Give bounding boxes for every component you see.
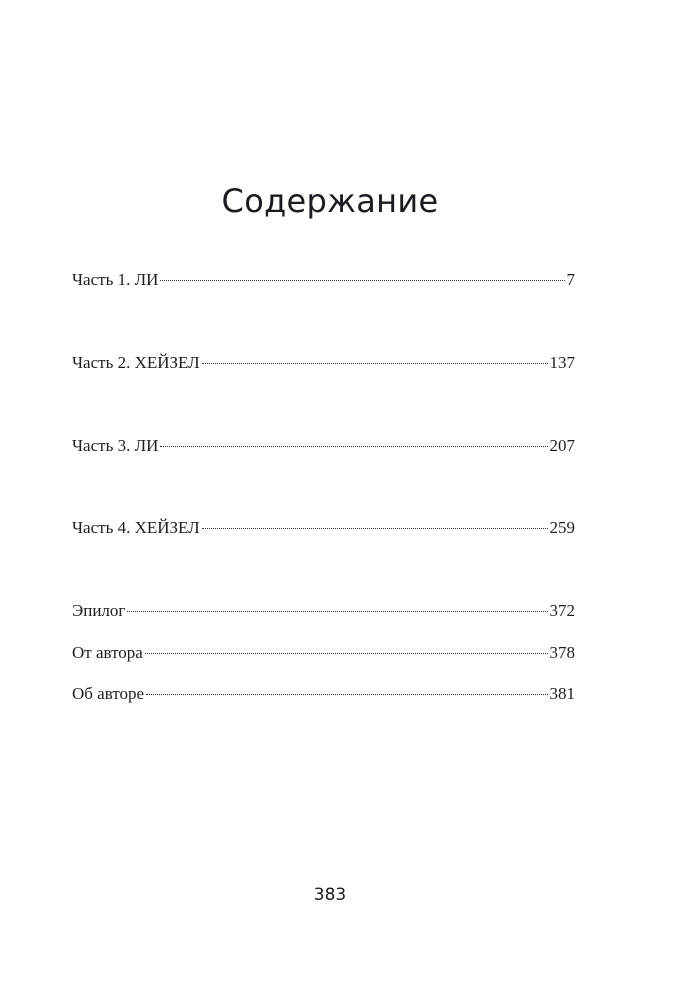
toc-entry-label: Об авторе bbox=[72, 684, 145, 703]
toc-entry-part-1[interactable] bbox=[72, 270, 575, 294]
toc-entry-page: 207 bbox=[549, 436, 575, 455]
toc-entry-page: 372 bbox=[549, 601, 575, 620]
toc-entry-label: Эпилог bbox=[72, 601, 126, 620]
dot-leader bbox=[146, 694, 547, 695]
toc-entry-from-author[interactable] bbox=[72, 643, 575, 667]
dot-leader bbox=[202, 528, 548, 529]
toc-entry-label: Часть 4. ХЕЙЗЕЛ bbox=[72, 518, 200, 537]
dot-leader bbox=[160, 280, 564, 281]
toc-entry-label: Часть 1. ЛИ bbox=[72, 270, 159, 289]
toc-entry-label: Часть 3. ЛИ bbox=[72, 436, 159, 455]
page-number: 383 bbox=[313, 885, 347, 905]
toc-entry-part-3[interactable] bbox=[72, 436, 575, 460]
toc-entry-page: 137 bbox=[549, 353, 575, 372]
toc-entry-page: 7 bbox=[566, 270, 575, 289]
toc-entry-epilogue[interactable] bbox=[72, 601, 575, 625]
toc-entry-part-2[interactable] bbox=[72, 353, 575, 377]
toc-entry-page: 378 bbox=[549, 643, 575, 662]
toc-entry-label: Часть 2. ХЕЙЗЕЛ bbox=[72, 353, 200, 372]
dot-leader bbox=[160, 446, 547, 447]
toc-entry-about-author[interactable] bbox=[72, 684, 575, 708]
toc-entry-page: 381 bbox=[549, 684, 575, 703]
dot-leader bbox=[127, 611, 547, 612]
page-title: Содержание bbox=[221, 182, 439, 220]
dot-leader bbox=[145, 653, 548, 654]
toc-entry-label: От автора bbox=[72, 643, 143, 662]
dot-leader bbox=[202, 363, 548, 364]
toc-entry-page: 259 bbox=[549, 518, 575, 537]
toc-entry-part-4[interactable] bbox=[72, 518, 575, 542]
